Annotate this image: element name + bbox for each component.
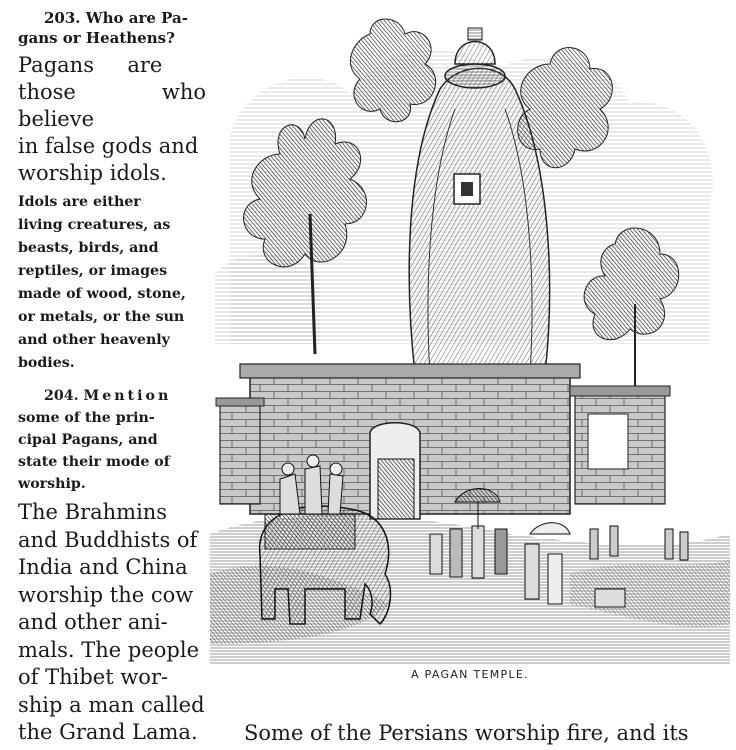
- answer-line: those who believe: [18, 80, 206, 131]
- question-text: worship.: [18, 476, 86, 492]
- question-204: [18, 385, 206, 495]
- answer-line: and other ani-: [18, 610, 168, 634]
- question-text: gans or Heathens?: [18, 29, 175, 47]
- question-text: Mention: [83, 388, 172, 404]
- note-line: or metals, or the sun: [18, 309, 185, 325]
- question-203: [18, 8, 206, 48]
- question-number: 203.: [44, 9, 81, 27]
- note-line: living creatures, as: [18, 217, 171, 233]
- answer-line: and Buddhists of: [18, 527, 198, 552]
- answer-line: of Thibet wor-: [18, 665, 169, 689]
- left-column: [18, 8, 206, 747]
- question-number: 204.: [44, 388, 79, 404]
- answer-line: The Brahmins: [18, 500, 168, 524]
- answer-203: [18, 52, 206, 187]
- note-line: beasts, birds, and: [18, 240, 159, 256]
- answer-line: worship the cow: [18, 582, 194, 607]
- note-203: [18, 191, 206, 375]
- temple-engraving: [210, 14, 730, 664]
- question-text: Who are Pa-: [85, 9, 188, 27]
- answer-204: [18, 499, 206, 747]
- answer-line: the Grand Lama.: [18, 720, 198, 744]
- note-line: Idols are either: [18, 194, 141, 210]
- answer-line: in false gods and: [18, 134, 199, 158]
- answer-line: worship idols.: [18, 161, 167, 185]
- question-text: state their mode of: [18, 454, 170, 470]
- answer-line: mals. The people: [18, 637, 200, 662]
- note-line: made of wood, stone,: [18, 286, 186, 302]
- question-text: cipal Pagans, and: [18, 432, 158, 448]
- note-line: reptiles, or images: [18, 263, 168, 279]
- figure-caption: A PAGAN TEMPLE.: [411, 668, 529, 681]
- body-text-line: Some of the Persians worship fire, and its: [244, 721, 689, 745]
- note-line: and other heavenly: [18, 332, 170, 348]
- answer-line: India and China: [18, 555, 188, 579]
- note-line: bodies.: [18, 355, 75, 371]
- answer-line: ship a man called: [18, 692, 205, 717]
- question-text: some of the prin-: [18, 410, 155, 426]
- answer-line: Pagans are: [18, 53, 163, 77]
